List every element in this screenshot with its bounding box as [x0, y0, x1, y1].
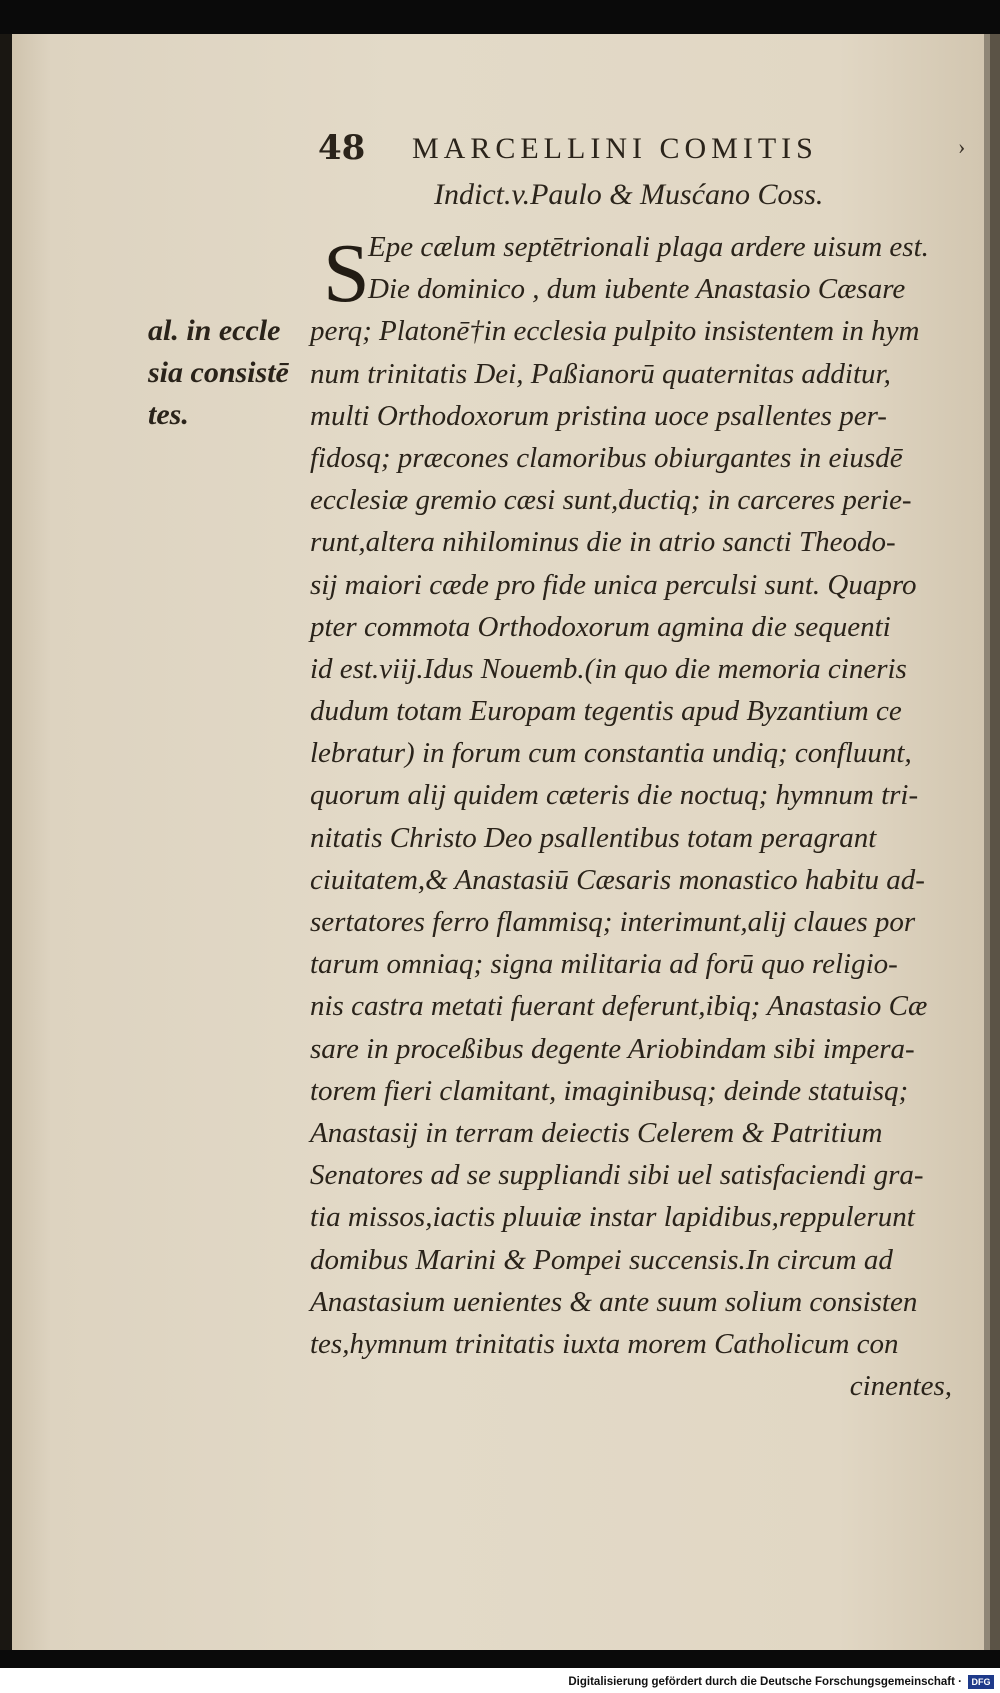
- funding-credit: Digitalisierung gefördert durch die Deutsche Forschungsgemeinschaft ·: [568, 1676, 962, 1688]
- page-header: [318, 128, 948, 178]
- text-line: sertatores ferro flammisq; interimunt,alij claues por: [310, 906, 916, 938]
- text-line: tia missos,iactis pluuiæ instar lapidibus,reppulerunt: [310, 1201, 915, 1234]
- book-page-edge: [984, 34, 1000, 1650]
- text-line: fidosq; præcones clamoribus obiurgantes in eiusdē: [310, 441, 903, 474]
- marginal-note-line: sia consistē: [148, 356, 289, 389]
- text-line: nis castra metati fuerant deferunt,ibiq; Anastasio Cæ: [310, 990, 928, 1023]
- text-line: torem fieri clamitant, imaginibusq; deinde statuisq;: [310, 1074, 909, 1107]
- text-line: domibus Marini & Pompei succensis.In circum ad: [310, 1243, 893, 1276]
- text-line: quorum alij quidem cæteris die noctuq; hymnum tri-: [310, 779, 919, 812]
- marginal-note: [148, 310, 289, 436]
- text-line: nitatis Christo Deo psallentibus totam peragrant: [310, 821, 877, 854]
- page-number: 48: [318, 128, 366, 168]
- text-line: tes,hymnum trinitatis iuxta morem Catholicum con: [310, 1327, 899, 1360]
- text-line: dudum totam Europam tegentis apud Byzantium ce: [310, 695, 902, 728]
- text-line: tarum omniaq; signa militaria ad forū quo religio-: [310, 948, 898, 981]
- text-line: pter commota Orthodoxorum agmina die sequenti: [310, 610, 891, 643]
- text-line: multi Orthodoxorum pristina uoce psallentes per-: [310, 399, 887, 432]
- text-line: Anastasij in terram deiectis Celerem & Patritium: [310, 1116, 883, 1149]
- drop-cap: S: [323, 227, 370, 320]
- text-line: lebratur) in forum cum constantia undiq; confluunt,: [310, 737, 912, 770]
- edge-marker: ›: [958, 134, 966, 159]
- text-line: sij maiori cæde pro fide unica perculsi sunt. Quapro: [310, 568, 917, 601]
- scan-top-border: [0, 0, 1000, 34]
- scan-left-border: [0, 34, 12, 1650]
- text-line: Senatores ad se suppliandi sibi uel satisfaciendi gra-: [310, 1159, 924, 1192]
- text-line: sare in proceßibus degente Ariobindam sibi impera-: [310, 1032, 915, 1065]
- body-text: [310, 226, 970, 1407]
- text-line: Die dominico , dum iubente Anastasio Cæsare: [368, 273, 906, 306]
- running-head: MARCELLINI COMITIS: [412, 132, 818, 165]
- text-line: ciuitatem,& Anastasiū Cæsaris monastico habitu ad-: [310, 863, 925, 896]
- text-line: perq; Platonē†in ecclesia pulpito insistentem in hym: [310, 315, 920, 348]
- digitization-footer: [568, 1673, 994, 1691]
- text-line: Anastasium uenientes & ante suum solium consisten: [310, 1285, 918, 1318]
- catchword: cinentes,: [849, 1370, 952, 1403]
- marginal-note-line: al. in eccle: [148, 314, 281, 347]
- marginal-note-line: tes.: [148, 398, 189, 431]
- scan-bottom-border: [0, 1650, 1000, 1668]
- text-line: runt,altera nihilominus die in atrio sancti Theodo-: [310, 526, 896, 559]
- text-line: num trinitatis Dei, Paßianorū quaternitas additur,: [310, 357, 891, 390]
- consul-heading: Indict.v.Paulo & Musćano Coss.: [434, 178, 824, 211]
- text-line: ecclesiæ gremio cæsi sunt,ductiq; in carceres perie-: [310, 484, 912, 517]
- text-line: Epe cælum septētrionali plaga ardere uisum est.: [368, 231, 929, 263]
- text-line: id est.viij.Idus Nouemb.(in quo die memoria cineris: [310, 652, 907, 685]
- dfg-logo: DFG: [968, 1675, 994, 1689]
